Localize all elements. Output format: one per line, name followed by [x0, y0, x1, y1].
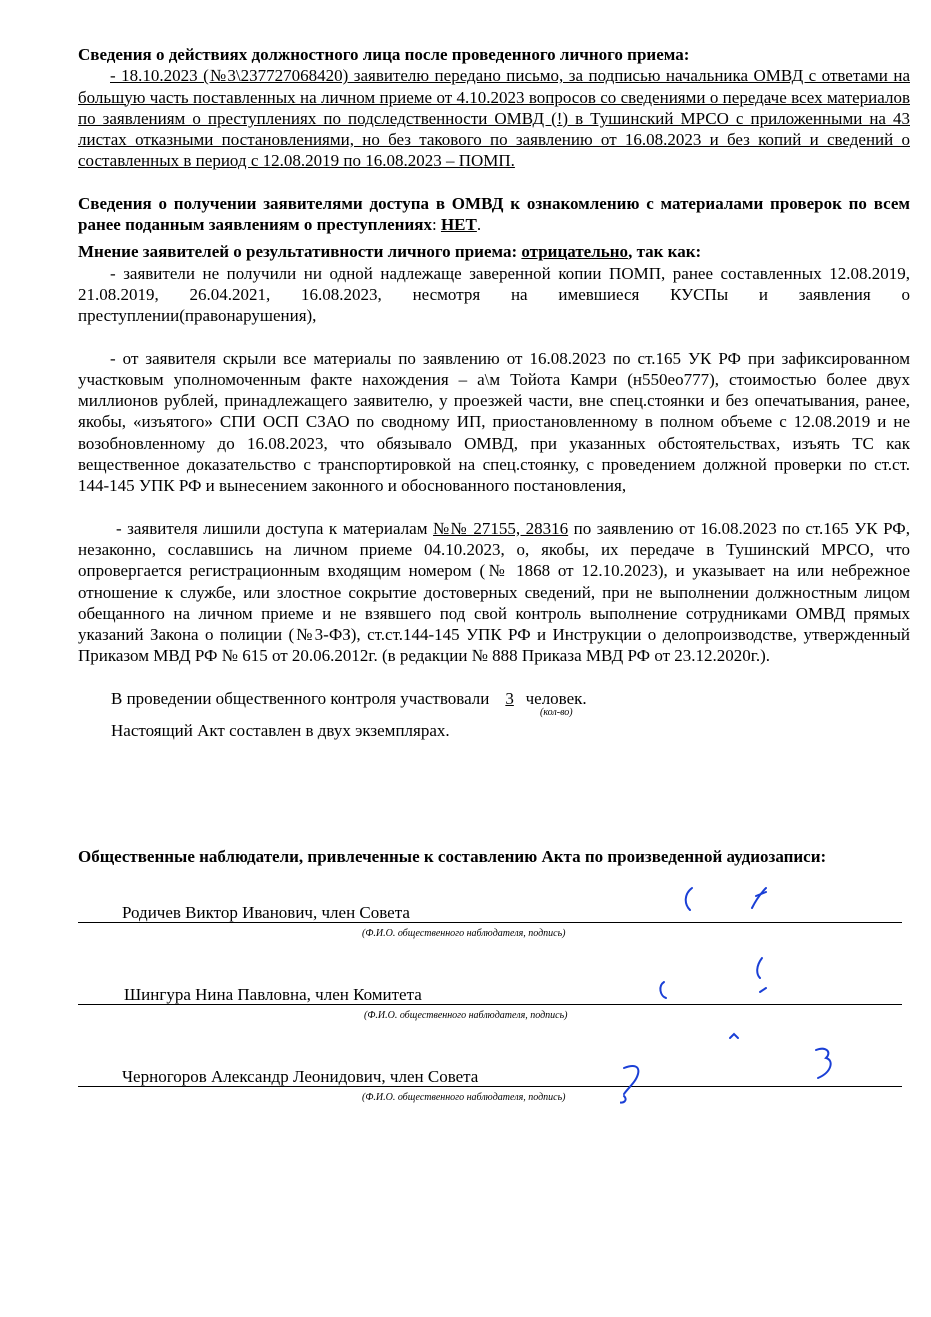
- section2-paragraph: [78, 193, 910, 236]
- section1-heading: Сведения о действиях должностного лица после проведенного личного приема:: [78, 45, 690, 64]
- section2-heading: Сведения о получении заявителями доступа в ОМВД к ознакомлению с материалами проверок по всем ранее поданным заявлениям о преступлениях: [78, 193, 910, 235]
- section3-verdict: отрицательно: [521, 242, 629, 262]
- section2-dot: .: [476, 215, 482, 235]
- spacer: [78, 497, 910, 518]
- section3-heading: [78, 241, 910, 262]
- section3-heading-start: Мнение заявителей о результативности личного приема:: [78, 242, 522, 262]
- participants-text-end: человек.: [525, 688, 587, 708]
- participants-text-start: В проведении общественного контроля участвовали: [111, 688, 494, 708]
- signature-2-icon: [652, 952, 772, 1002]
- opinion-item-1: - заявители не получили ни одной надлежаще заверенной копии ПОМП, ранее составленных 12.08.2019, 21.08.2019, 26.04.2021, 16.08.2023, несмотря на имевшиеся КУСПы и заявления о преступлении(правонарушения),: [78, 263, 910, 326]
- section2-colon: :: [431, 215, 441, 235]
- spacer: [78, 327, 910, 348]
- observer-caption-3: (Ф.И.О. общественного наблюдателя, подпись): [362, 1092, 566, 1103]
- count-caption: (кол-во): [540, 707, 573, 719]
- item3-start: - заявителя лишили доступа к материалам: [116, 518, 433, 538]
- signature-3-icon: [620, 1028, 850, 1106]
- document-page: [78, 44, 910, 741]
- observer-name-3: Черногоров Александр Леонидович, член Совета: [122, 1067, 479, 1086]
- item3-numbers: №№ 27155, 28316: [432, 518, 569, 538]
- observer-name-1: Родичев Виктор Иванович, член Совета: [122, 903, 410, 922]
- observer-name-2: Шингура Нина Павловна, член Комитета: [124, 985, 422, 1004]
- observer-caption-1: (Ф.И.О. общественного наблюдателя, подпись): [362, 928, 566, 939]
- spacer: [78, 172, 910, 193]
- observers-heading: Общественные наблюдатели, привлеченные к составлению Акта по произведенной аудиозаписи:: [78, 847, 827, 866]
- opinion-item-2: - от заявителя скрыли все материалы по заявлению от 16.08.2023 по ст.165 УК РФ при зафиксированном участковым уполномоченным факте нахождения – а\м Тойота Камри (н550ео777), стоимостью более двух миллионов рублей, принадлежащего заявителю, у проезжей части, вне спец.стоянки и без опечатывания, ранее, якобы, «изъятого» СПИ ОСП СЗАО по сводному ИП, приостановленному в полном объеме с 12.08.2019 и не возобновленному до 16.08.2023, что обязывало ОМВД, при указанных обстоятельствах, изъять ТС как вещественное доказательство с транспортировкой на спец.стоянку, с проведением должной проверки по ст.ст. 144-145 УПК РФ и вынесением законного и обоснованного постановления,: [78, 348, 910, 496]
- signature-1-icon: [680, 884, 770, 920]
- opinion-item-3: [78, 518, 910, 667]
- section1-text: - 18.10.2023 (№3\237727068420) заявителю передано письмо, за подписью начальника ОМВД с ответами на большую часть поставленных на личном приеме от 4.10.2023 вопросов со сведениями о передаче всех материалов по заявлениям о преступлениях по подследственности ОМВД (!) в Тушинский МРСО с приложенными на 43 листах отказными постановлениями, но без такового по заявлению от 16.08.2023 и без копий и сведений о составленных в период с 12.08.2019 по 16.08.2023 – ПОМП.: [78, 66, 910, 171]
- section2-answer: НЕТ: [440, 215, 477, 235]
- spacer: [78, 667, 910, 688]
- participants-count: 3: [505, 688, 514, 708]
- observer-caption-2: (Ф.И.О. общественного наблюдателя, подпись): [364, 1010, 568, 1021]
- copies-text: Настоящий Акт составлен в двух экземплярах.: [111, 721, 450, 741]
- item3-end: по заявлению от 16.08.2023 по ст.165 УК РФ, незаконно, сославшись на личном приеме 04.10.2023, о, якобы, их передаче в Тушинский МРСО, что опровергается регистрационным входящим номером (№ 1868 от 12.10.2023), и указывает на или небрежное отношение к службе, или злостное сокрытие достоверных сведений, при не выполнении должностным лицом обещанного на личном приеме и не взявшего под свой контроль выполнение сотрудниками ОМВД прямых указаний Закона о полиции (№3-ФЗ), ст.ст.144-145 УПК РФ и Инструкции о делопроизводстве, утвержденный Приказом МВД РФ № 615 от 20.06.2012г. (в редакции № 888 Приказа МВД РФ от 23.12.2020г.).: [78, 518, 910, 666]
- section3-heading-end: , так как:: [628, 242, 702, 262]
